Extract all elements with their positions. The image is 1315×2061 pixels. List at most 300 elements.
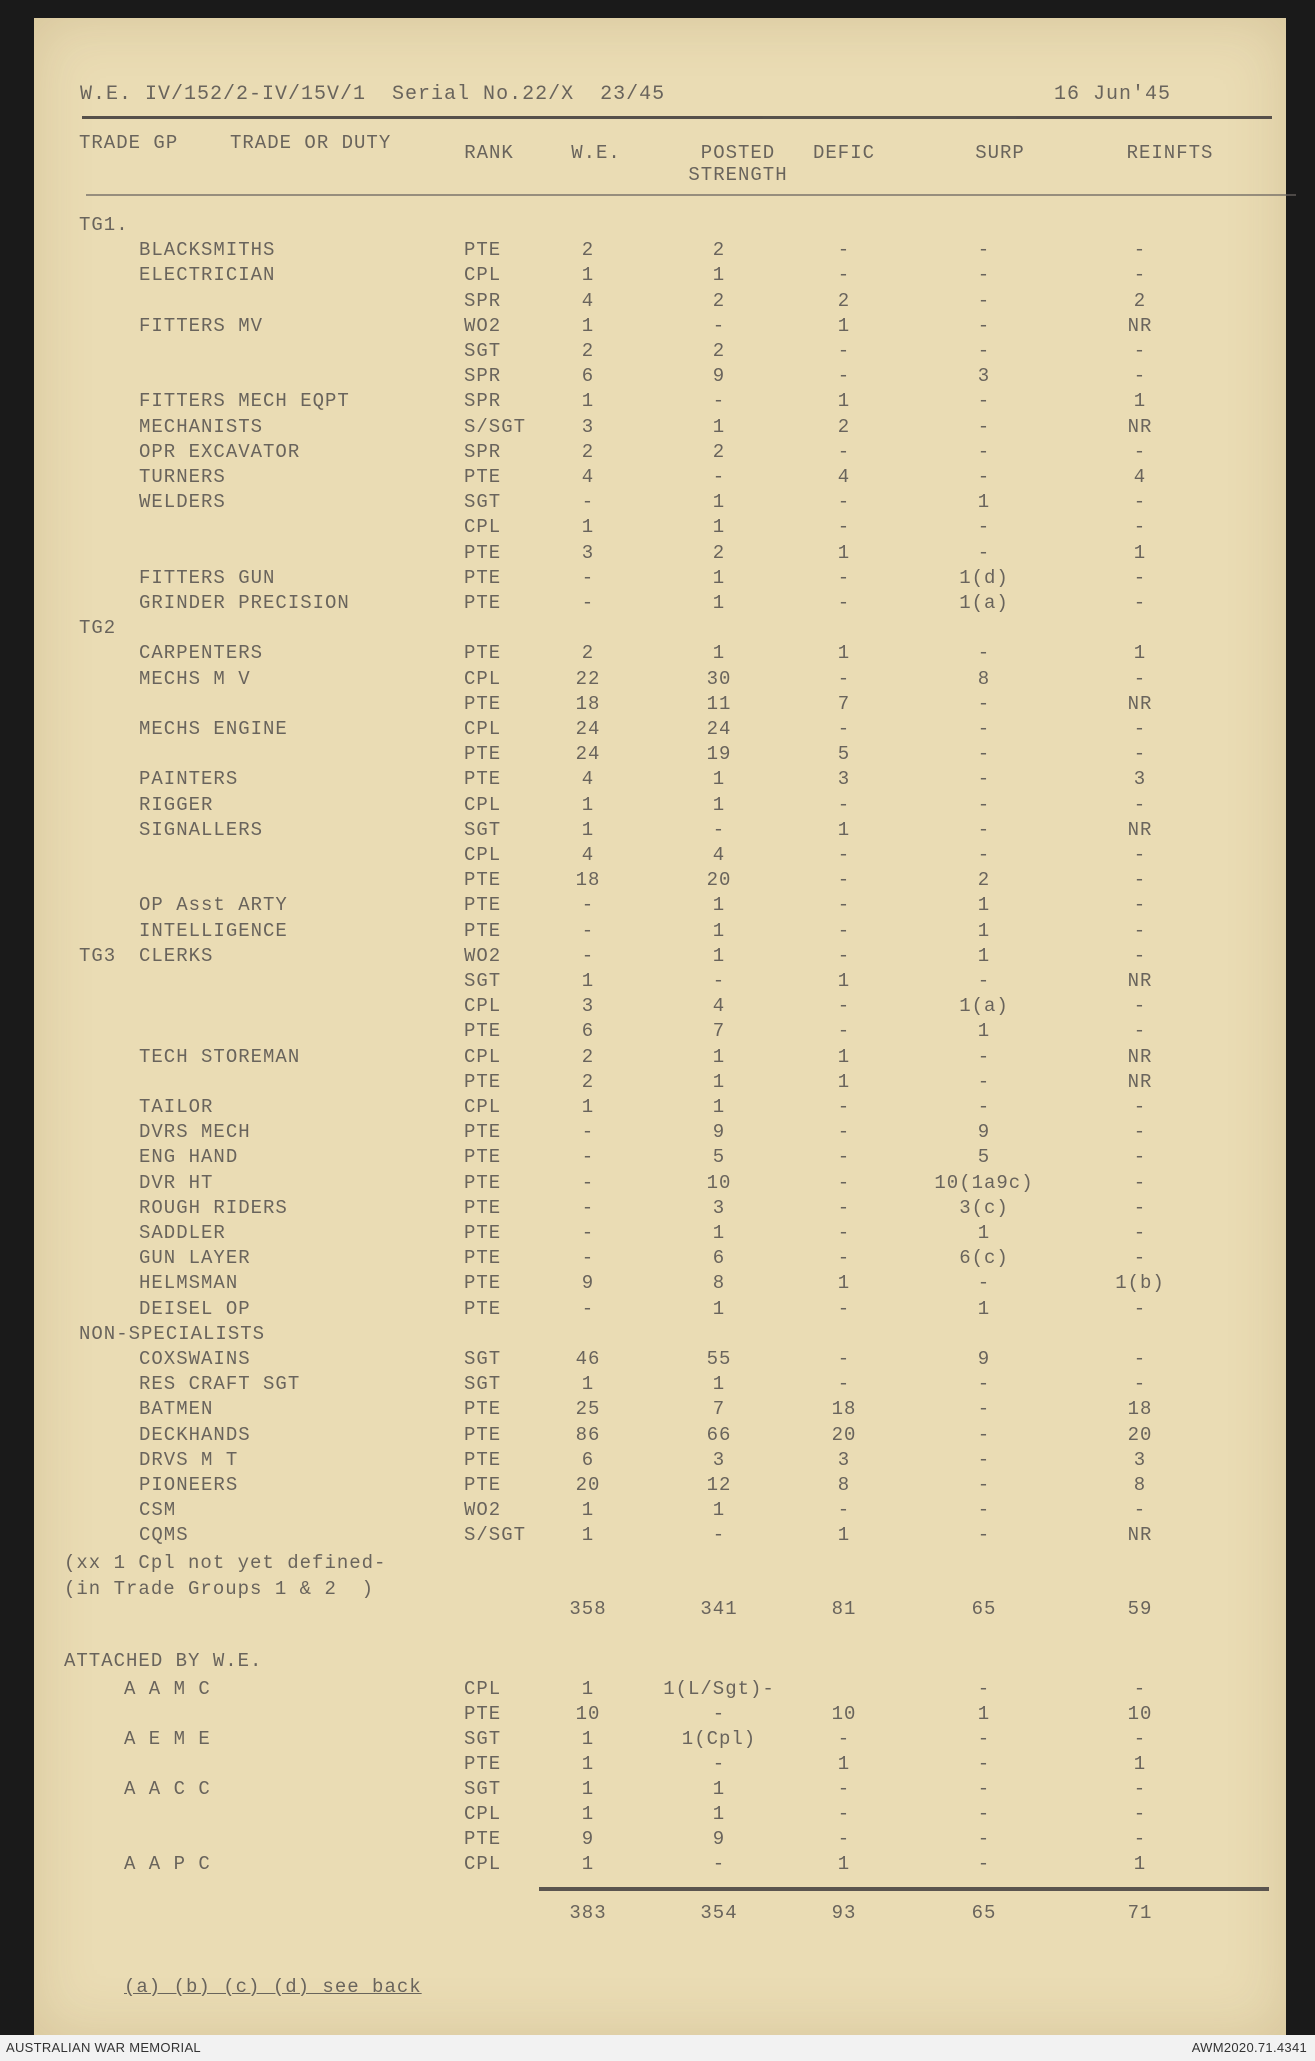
total-reinf: 71 — [1127, 1902, 1153, 1924]
attached-surp: 1 — [977, 1703, 991, 1725]
defic-cell: 4 — [837, 466, 851, 488]
defic-cell: - — [837, 491, 851, 513]
posted-cell: 1 — [712, 1046, 726, 1068]
surp-cell: - — [977, 441, 991, 463]
attached-defic: 1 — [837, 1753, 851, 1775]
trade-name: TAILOR — [139, 1096, 214, 1118]
posted-cell: 7 — [712, 1020, 726, 1042]
trade-name: PAINTERS — [139, 768, 239, 790]
defic-cell: - — [837, 668, 851, 690]
posted-cell: 2 — [712, 340, 726, 362]
we-cell: 2 — [581, 1046, 595, 1068]
reinf-cell: - — [1133, 1020, 1147, 1042]
posted-cell: 9 — [712, 365, 726, 387]
surp-cell: - — [977, 1499, 991, 1521]
rank-cell: CPL — [464, 844, 502, 866]
we-cell: 25 — [575, 1398, 601, 1420]
rank-cell: PTE — [464, 743, 502, 765]
trade-name: ENG HAND — [139, 1146, 239, 1168]
we-cell: 18 — [575, 869, 601, 891]
rank-cell: PTE — [464, 1197, 502, 1219]
trade-name: TECH STOREMAN — [139, 1046, 301, 1068]
attached-heading: ATTACHED BY W.E. — [64, 1650, 263, 1672]
trade-name: RIGGER — [139, 794, 214, 816]
defic-cell: - — [837, 1096, 851, 1118]
column-header-defic: DEFIC — [812, 142, 876, 164]
attached-defic: - — [837, 1728, 851, 1750]
surp-cell: - — [977, 819, 991, 841]
rank-cell: CPL — [464, 264, 502, 286]
rank-cell: PTE — [464, 239, 502, 261]
rank-cell: PTE — [464, 1424, 502, 1446]
rank-cell: PTE — [464, 1020, 502, 1042]
surp-cell: - — [977, 1398, 991, 1420]
surp-cell: 1 — [977, 894, 991, 916]
trade-group-label: TG3 — [79, 945, 117, 967]
defic-cell: 1 — [837, 315, 851, 337]
defic-cell: - — [837, 995, 851, 1017]
we-cell: 1 — [581, 516, 595, 538]
surp-cell: - — [977, 315, 991, 337]
trade-name: BATMEN — [139, 1398, 214, 1420]
rank-cell: PTE — [464, 567, 502, 589]
we-cell: 1 — [581, 1373, 595, 1395]
column-header-trade-group: TRADE GP — [79, 132, 179, 154]
posted-cell: 20 — [706, 869, 732, 891]
reinf-cell: - — [1133, 1096, 1147, 1118]
we-cell: 18 — [575, 693, 601, 715]
attached-we: 1 — [581, 1778, 595, 1800]
posted-cell: 8 — [712, 1272, 726, 1294]
trade-name: BLACKSMITHS — [139, 239, 276, 261]
posted-cell: 1 — [712, 768, 726, 790]
reinf-cell: - — [1133, 491, 1147, 513]
reinf-cell: 4 — [1133, 466, 1147, 488]
rank-cell: S/SGT — [464, 1524, 527, 1546]
posted-cell: 19 — [706, 743, 732, 765]
trade-name: MECHANISTS — [139, 416, 264, 438]
defic-cell: - — [837, 1348, 851, 1370]
posted-cell: 1 — [712, 894, 726, 916]
rank-cell: PTE — [464, 693, 502, 715]
surp-cell: - — [977, 416, 991, 438]
trade-name: FITTERS MECH EQPT — [139, 390, 350, 412]
posted-cell: 2 — [712, 441, 726, 463]
surp-cell: - — [977, 1272, 991, 1294]
defic-cell: - — [837, 1222, 851, 1244]
reinf-cell: - — [1133, 668, 1147, 690]
posted-cell: - — [712, 390, 726, 412]
reinf-cell: 3 — [1133, 768, 1147, 790]
posted-cell: 1 — [712, 516, 726, 538]
rank-cell: SGT — [464, 1373, 502, 1395]
surp-cell: - — [977, 1449, 991, 1471]
rank-cell: WO2 — [464, 1499, 502, 1521]
surp-cell: - — [977, 768, 991, 790]
posted-cell: 1 — [712, 264, 726, 286]
reinf-cell: NR — [1127, 315, 1153, 337]
reinf-cell: 1 — [1133, 390, 1147, 412]
attached-we: 1 — [581, 1678, 595, 1700]
rank-cell: PTE — [464, 1172, 502, 1194]
posted-cell: 10 — [706, 1172, 732, 1194]
we-cell: 1 — [581, 390, 595, 412]
document-date: 16 Jun'45 — [1054, 83, 1172, 106]
we-cell: 1 — [581, 794, 595, 816]
trade-name: CSM — [139, 1499, 177, 1521]
undefined-note-line-2: (in Trade Groups 1 & 2 ) — [64, 1578, 375, 1600]
attached-we: 1 — [581, 1728, 595, 1750]
we-cell: 1 — [581, 819, 595, 841]
posted-cell: - — [712, 1524, 726, 1546]
surp-cell: 1(a) — [959, 995, 1009, 1017]
we-cell: - — [581, 894, 595, 916]
attached-reinf: 1 — [1133, 1753, 1147, 1775]
surp-cell: - — [977, 290, 991, 312]
surp-cell: 1 — [977, 1298, 991, 1320]
trade-name: PIONEERS — [139, 1474, 239, 1496]
defic-cell: 1 — [837, 1272, 851, 1294]
defic-cell: - — [837, 1197, 851, 1219]
attached-we: 10 — [575, 1703, 601, 1725]
we-cell: 1 — [581, 1096, 595, 1118]
posted-cell: 3 — [712, 1449, 726, 1471]
attached-corps: A A C C — [124, 1778, 211, 1800]
defic-cell: - — [837, 1373, 851, 1395]
subtotal-we: 358 — [569, 1598, 607, 1620]
subtotal-reinf: 59 — [1127, 1598, 1153, 1620]
we-cell: 22 — [575, 668, 601, 690]
reinf-cell: - — [1133, 869, 1147, 891]
defic-cell: - — [837, 1020, 851, 1042]
posted-cell: 11 — [706, 693, 732, 715]
trade-name: FITTERS GUN — [139, 567, 276, 589]
reinf-cell: 20 — [1127, 1424, 1153, 1446]
attached-posted: 1(L/Sgt)- — [663, 1678, 775, 1700]
surp-cell: - — [977, 516, 991, 538]
document-reference: W.E. IV/152/2-IV/15V/1 Serial No.22/X 23/45 — [80, 83, 666, 106]
reinf-cell: - — [1133, 1499, 1147, 1521]
posted-cell: 6 — [712, 1247, 726, 1269]
posted-cell: 24 — [706, 718, 732, 740]
rank-cell: PTE — [464, 1398, 502, 1420]
attached-posted: - — [712, 1753, 726, 1775]
defic-cell: - — [837, 592, 851, 614]
trade-name: DEISEL OP — [139, 1298, 251, 1320]
surp-cell: 1 — [977, 491, 991, 513]
reinf-cell: NR — [1127, 1046, 1153, 1068]
surp-cell: - — [977, 743, 991, 765]
rank-cell: SPR — [464, 365, 502, 387]
defic-cell: 1 — [837, 1524, 851, 1546]
defic-cell: 2 — [837, 290, 851, 312]
defic-cell: - — [837, 1121, 851, 1143]
posted-cell: 1 — [712, 1222, 726, 1244]
defic-cell: 1 — [837, 390, 851, 412]
posted-cell: 1 — [712, 491, 726, 513]
rank-cell: PTE — [464, 592, 502, 614]
reinf-cell: - — [1133, 743, 1147, 765]
trade-name: GRINDER PRECISION — [139, 592, 350, 614]
archive-reference: AWM2020.71.4341 — [1191, 2040, 1307, 2055]
posted-cell: 1 — [712, 416, 726, 438]
defic-cell: 1 — [837, 1071, 851, 1093]
rank-cell: CPL — [464, 794, 502, 816]
attached-defic: 10 — [831, 1703, 857, 1725]
rank-cell: SGT — [464, 970, 502, 992]
column-header-surp: SURP — [975, 142, 1025, 164]
attached-reinf: - — [1133, 1803, 1147, 1825]
trade-name: SIGNALLERS — [139, 819, 264, 841]
trade-name: FITTERS MV — [139, 315, 264, 337]
posted-cell: 4 — [712, 995, 726, 1017]
reinf-cell: - — [1133, 365, 1147, 387]
attached-reinf: - — [1133, 1778, 1147, 1800]
reinf-cell: 1 — [1133, 542, 1147, 564]
reinf-cell: - — [1133, 340, 1147, 362]
trade-name: DVRS MECH — [139, 1121, 251, 1143]
surp-cell: - — [977, 1373, 991, 1395]
rank-cell: PTE — [464, 466, 502, 488]
attached-rank: PTE — [464, 1703, 502, 1725]
rank-cell: PTE — [464, 1247, 502, 1269]
surp-cell: - — [977, 340, 991, 362]
document-page — [34, 18, 1286, 2036]
attached-rank: CPL — [464, 1853, 502, 1875]
reinf-cell: - — [1133, 592, 1147, 614]
reinf-cell: NR — [1127, 416, 1153, 438]
posted-cell: 1 — [712, 1499, 726, 1521]
surp-cell: - — [977, 1424, 991, 1446]
rank-cell: CPL — [464, 1096, 502, 1118]
surp-cell: 1 — [977, 1222, 991, 1244]
attached-rank: SGT — [464, 1778, 502, 1800]
we-cell: 46 — [575, 1348, 601, 1370]
surp-cell: - — [977, 642, 991, 664]
reinf-cell: - — [1133, 844, 1147, 866]
reinf-cell: - — [1133, 1348, 1147, 1370]
defic-cell: - — [837, 264, 851, 286]
defic-cell: 7 — [837, 693, 851, 715]
we-cell: - — [581, 920, 595, 942]
attached-posted: 9 — [712, 1828, 726, 1850]
footnote: (a) (b) (c) (d) see back — [124, 1976, 422, 1998]
attached-corps: A A M C — [124, 1678, 211, 1700]
posted-cell: 7 — [712, 1398, 726, 1420]
we-cell: 4 — [581, 844, 595, 866]
rank-cell: PTE — [464, 894, 502, 916]
reinf-cell: - — [1133, 945, 1147, 967]
rank-cell: PTE — [464, 542, 502, 564]
trade-name: ELECTRICIAN — [139, 264, 276, 286]
trade-name: CQMS — [139, 1524, 189, 1546]
column-header-trade: TRADE OR DUTY — [230, 132, 392, 154]
attached-rank: CPL — [464, 1803, 502, 1825]
reinf-cell: - — [1133, 920, 1147, 942]
attached-posted: 1 — [712, 1803, 726, 1825]
surp-cell: 1 — [977, 920, 991, 942]
defic-cell: - — [837, 794, 851, 816]
trade-name: TURNERS — [139, 466, 226, 488]
reinf-cell: 1 — [1133, 642, 1147, 664]
posted-cell: 2 — [712, 542, 726, 564]
attached-defic: - — [837, 1778, 851, 1800]
posted-cell: 1 — [712, 1298, 726, 1320]
header-rule — [82, 116, 1272, 119]
total-rule — [539, 1887, 1269, 1891]
we-cell: - — [581, 1222, 595, 1244]
attached-we: 1 — [581, 1853, 595, 1875]
attached-rank: CPL — [464, 1678, 502, 1700]
posted-cell: 1 — [712, 1373, 726, 1395]
surp-cell: 9 — [977, 1348, 991, 1370]
we-cell: - — [581, 1298, 595, 1320]
defic-cell: - — [837, 920, 851, 942]
posted-cell: 9 — [712, 1121, 726, 1143]
reinf-cell: - — [1133, 794, 1147, 816]
trade-name: HELMSMAN — [139, 1272, 239, 1294]
defic-cell: - — [837, 869, 851, 891]
trade-name: OPR EXCAVATOR — [139, 441, 301, 463]
trade-group-label: TG1. — [79, 214, 129, 236]
attached-posted: 1(Cpl) — [681, 1728, 757, 1750]
trade-name: INTELLIGENCE — [139, 920, 288, 942]
rank-cell: PTE — [464, 768, 502, 790]
we-cell: - — [581, 1121, 595, 1143]
rank-cell: WO2 — [464, 945, 502, 967]
surp-cell: - — [977, 264, 991, 286]
rank-cell: CPL — [464, 668, 502, 690]
rank-cell: SGT — [464, 1348, 502, 1370]
we-cell: 2 — [581, 1071, 595, 1093]
defic-cell: - — [837, 1172, 851, 1194]
reinf-cell: 1(b) — [1115, 1272, 1165, 1294]
defic-cell: - — [837, 844, 851, 866]
subtotal-posted: 341 — [700, 1598, 738, 1620]
attached-corps: A E M E — [124, 1728, 211, 1750]
posted-cell: - — [712, 819, 726, 841]
attached-surp: - — [977, 1678, 991, 1700]
defic-cell: - — [837, 567, 851, 589]
we-cell: - — [581, 1146, 595, 1168]
attached-surp: - — [977, 1853, 991, 1875]
defic-cell: 2 — [837, 416, 851, 438]
attached-we: 9 — [581, 1828, 595, 1850]
attached-surp: - — [977, 1753, 991, 1775]
we-cell: - — [581, 592, 595, 614]
defic-cell: - — [837, 1146, 851, 1168]
we-cell: 6 — [581, 1449, 595, 1471]
surp-cell: - — [977, 542, 991, 564]
surp-cell: 3(c) — [959, 1197, 1009, 1219]
reinf-cell: - — [1133, 1298, 1147, 1320]
defic-cell: - — [837, 945, 851, 967]
defic-cell: 1 — [837, 1046, 851, 1068]
posted-cell: 55 — [706, 1348, 732, 1370]
trade-name: ROUGH RIDERS — [139, 1197, 288, 1219]
we-cell: 1 — [581, 315, 595, 337]
reinf-cell: - — [1133, 718, 1147, 740]
attached-defic: - — [837, 1828, 851, 1850]
posted-cell: 1 — [712, 1071, 726, 1093]
defic-cell: - — [837, 340, 851, 362]
surp-cell: 9 — [977, 1121, 991, 1143]
defic-cell: 20 — [831, 1424, 857, 1446]
surp-cell: 1 — [977, 1020, 991, 1042]
we-cell: - — [581, 1247, 595, 1269]
attached-posted: - — [712, 1703, 726, 1725]
surp-cell: 1(a) — [959, 592, 1009, 614]
we-cell: 20 — [575, 1474, 601, 1496]
reinf-cell: - — [1133, 995, 1147, 1017]
we-cell: 9 — [581, 1272, 595, 1294]
trade-name: COXSWAINS — [139, 1348, 251, 1370]
attached-posted: - — [712, 1853, 726, 1875]
rank-cell: PTE — [464, 1474, 502, 1496]
subtotal-defic: 81 — [831, 1598, 857, 1620]
posted-cell: 66 — [706, 1424, 732, 1446]
reinf-cell: - — [1133, 441, 1147, 463]
rank-cell: S/SGT — [464, 416, 527, 438]
reinf-cell: NR — [1127, 693, 1153, 715]
rank-cell: CPL — [464, 1046, 502, 1068]
rank-cell: CPL — [464, 718, 502, 740]
rank-cell: PTE — [464, 1121, 502, 1143]
trade-name: OP Asst ARTY — [139, 894, 288, 916]
posted-cell: 2 — [712, 239, 726, 261]
attached-posted: 1 — [712, 1778, 726, 1800]
attached-surp: - — [977, 1803, 991, 1825]
we-cell: 4 — [581, 466, 595, 488]
defic-cell: 1 — [837, 642, 851, 664]
reinf-cell: NR — [1127, 970, 1153, 992]
we-cell: - — [581, 945, 595, 967]
attached-surp: - — [977, 1828, 991, 1850]
defic-cell: 1 — [837, 819, 851, 841]
attached-rank: SGT — [464, 1728, 502, 1750]
rank-cell: PTE — [464, 1449, 502, 1471]
we-cell: 2 — [581, 340, 595, 362]
we-cell: 6 — [581, 1020, 595, 1042]
posted-cell: - — [712, 315, 726, 337]
subtotal-surp: 65 — [971, 1598, 997, 1620]
rank-cell: SGT — [464, 491, 502, 513]
we-cell: 2 — [581, 642, 595, 664]
we-cell: - — [581, 1172, 595, 1194]
trade-name: CLERKS — [139, 945, 214, 967]
surp-cell: 6(c) — [959, 1247, 1009, 1269]
rank-cell: PTE — [464, 642, 502, 664]
attached-corps: A A P C — [124, 1853, 211, 1875]
defic-cell: - — [837, 516, 851, 538]
attached-reinf: - — [1133, 1728, 1147, 1750]
rank-cell: SPR — [464, 441, 502, 463]
attached-rank: PTE — [464, 1828, 502, 1850]
we-cell: - — [581, 567, 595, 589]
posted-cell: 30 — [706, 668, 732, 690]
reinf-cell: 8 — [1133, 1474, 1147, 1496]
we-cell: 1 — [581, 1499, 595, 1521]
posted-cell: 1 — [712, 945, 726, 967]
reinf-cell: - — [1133, 1222, 1147, 1244]
attached-reinf: - — [1133, 1828, 1147, 1850]
defic-cell: 3 — [837, 1449, 851, 1471]
undefined-note-line-1: (xx 1 Cpl not yet defined- — [64, 1552, 387, 1574]
defic-cell: - — [837, 441, 851, 463]
reinf-cell: NR — [1127, 1071, 1153, 1093]
reinf-cell: - — [1133, 264, 1147, 286]
column-header-we: W.E. — [571, 142, 621, 164]
